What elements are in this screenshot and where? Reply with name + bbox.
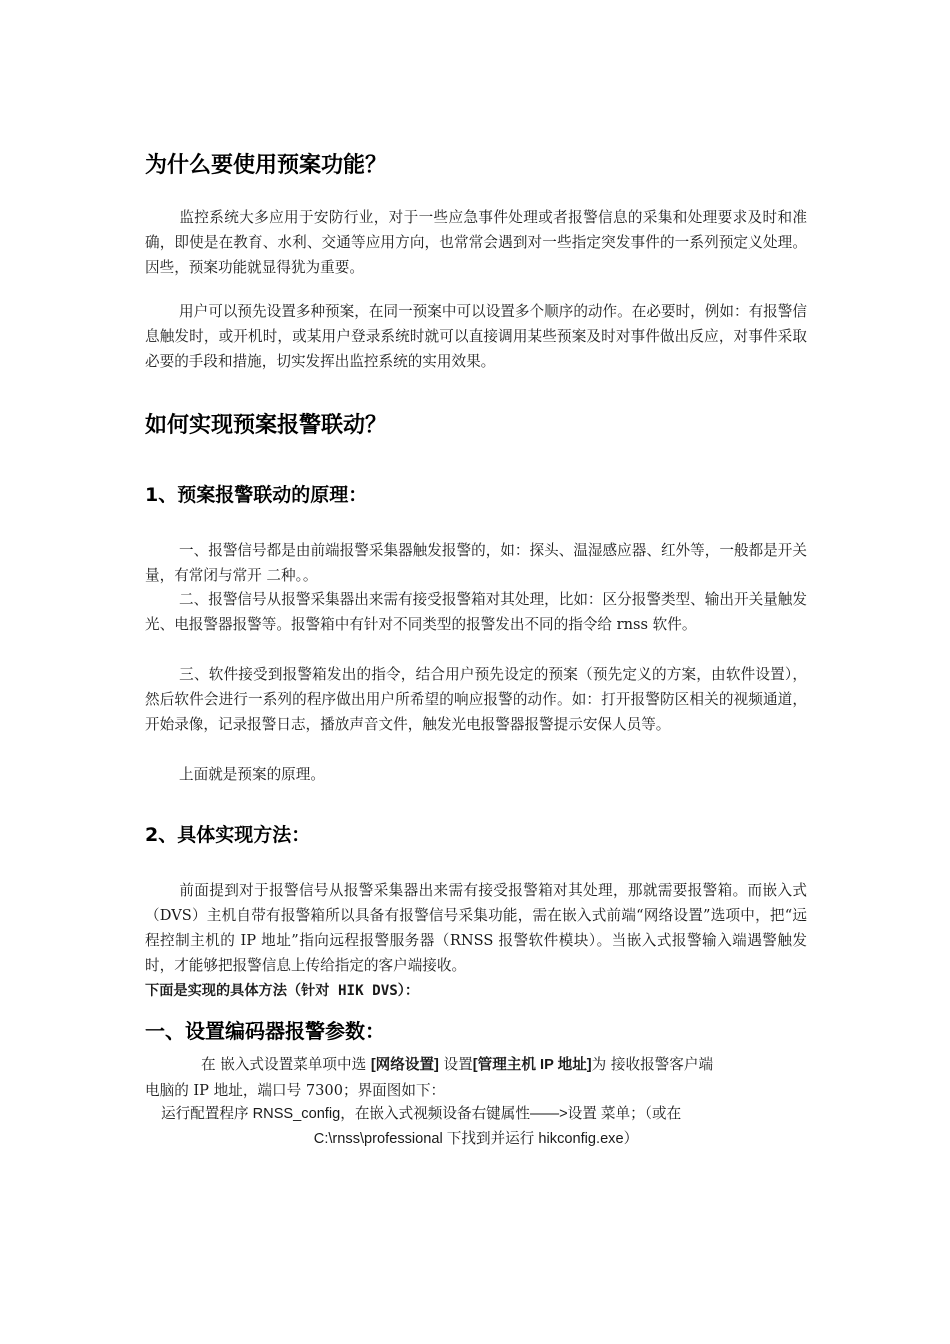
heading-principle: 1、预案报警联动的原理： bbox=[145, 484, 368, 506]
paragraph-principle-3: 三、软件接受到报警箱发出的指令，结合用户预先设定的预案（预先定义的方案，由软件设置），然后软件会进行一系列的程序做出用户所希望的响应报警的动作。如：打开报警防区相关的视频通道，开始录像，记录报警日志，播放声音文件，触发光电报警器报警提示安保人员等。 bbox=[145, 666, 807, 733]
heading-how-to-implement: 如何实现预案报警联动？ bbox=[145, 413, 388, 438]
paragraph-encoder-1: 在 嵌入式设置菜单项中选 [网络设置] 设置[管理主机 IP 地址]为 接收报警客户端 电脑的 IP 地址，端口号 7300；界面图如下： bbox=[145, 1056, 714, 1099]
paragraph-principle-2: 二、报警信号从报警采集器出来需有接受报警箱对其处理，比如：区分报警类型、输出开关量触发光、电报警器报警等。报警箱中有针对不同类型的报警发出不同的指令给 rnss 软件。 bbox=[145, 591, 807, 633]
paragraph-principle-1: 一、报警信号都是由前端报警采集器触发报警的，如：探头、温湿感应器、红外等，一般都是开关量，有常闭与常开 二种。。 bbox=[145, 542, 807, 584]
heading-why-use-plans: 为什么要使用预案功能？ bbox=[145, 153, 388, 178]
paragraph-why-2: 用户可以预先设置多种预案，在同一预案中可以设置多个顺序的动作。在必要时，例如：有报警信息触发时，或开机时，或某用户登录系统时就可以直接调用某些预案及时对事件做出反应，对事件采取必要的手段和措施，切实发挥出监控系统的实用效果。 bbox=[145, 303, 807, 370]
paragraph-method-1: 前面提到对于报警信号从报警采集器出来需有接受报警箱对其处理，那就需要报警箱。而嵌入式（DVS）主机自带有报警箱所以具备有报警信号采集功能，需在嵌入式前端“网络设置”选项中，把“远程控制主机的 IP 地址”指向远程报警服务器（RNSS 报警软件模块）。当嵌入式报警输入端遇警触发时，才能够把报警信息上传给指定的客户端接收。 bbox=[145, 882, 807, 974]
heading-encoder-params: 一、设置编码器报警参数： bbox=[145, 1019, 385, 1043]
method-subheading: 下面是实现的具体方法（针对 HIK DVS）： bbox=[145, 983, 420, 999]
paragraph-principle-4: 上面就是预案的原理。 bbox=[179, 766, 325, 783]
paragraph-encoder-2: 运行配置程序 RNSS_config，在嵌入式视频设备右键属性——>设置 菜单；（或在 bbox=[161, 1106, 682, 1122]
paragraph-why-1: 监控系统大多应用于安防行业，对于一些应急事件处理或者报警信息的采集和处理要求及时和准确，即使是在教育、水利、交通等应用方向，也常常会遇到对一些指定突发事件的一系列预定义处理。因些，预案功能就显得犹为重要。 bbox=[145, 209, 807, 276]
heading-method: 2、具体实现方法： bbox=[145, 824, 311, 846]
paragraph-encoder-3: C:\rnss\professional 下找到并运行 hikconfig.exe） bbox=[313, 1131, 639, 1147]
